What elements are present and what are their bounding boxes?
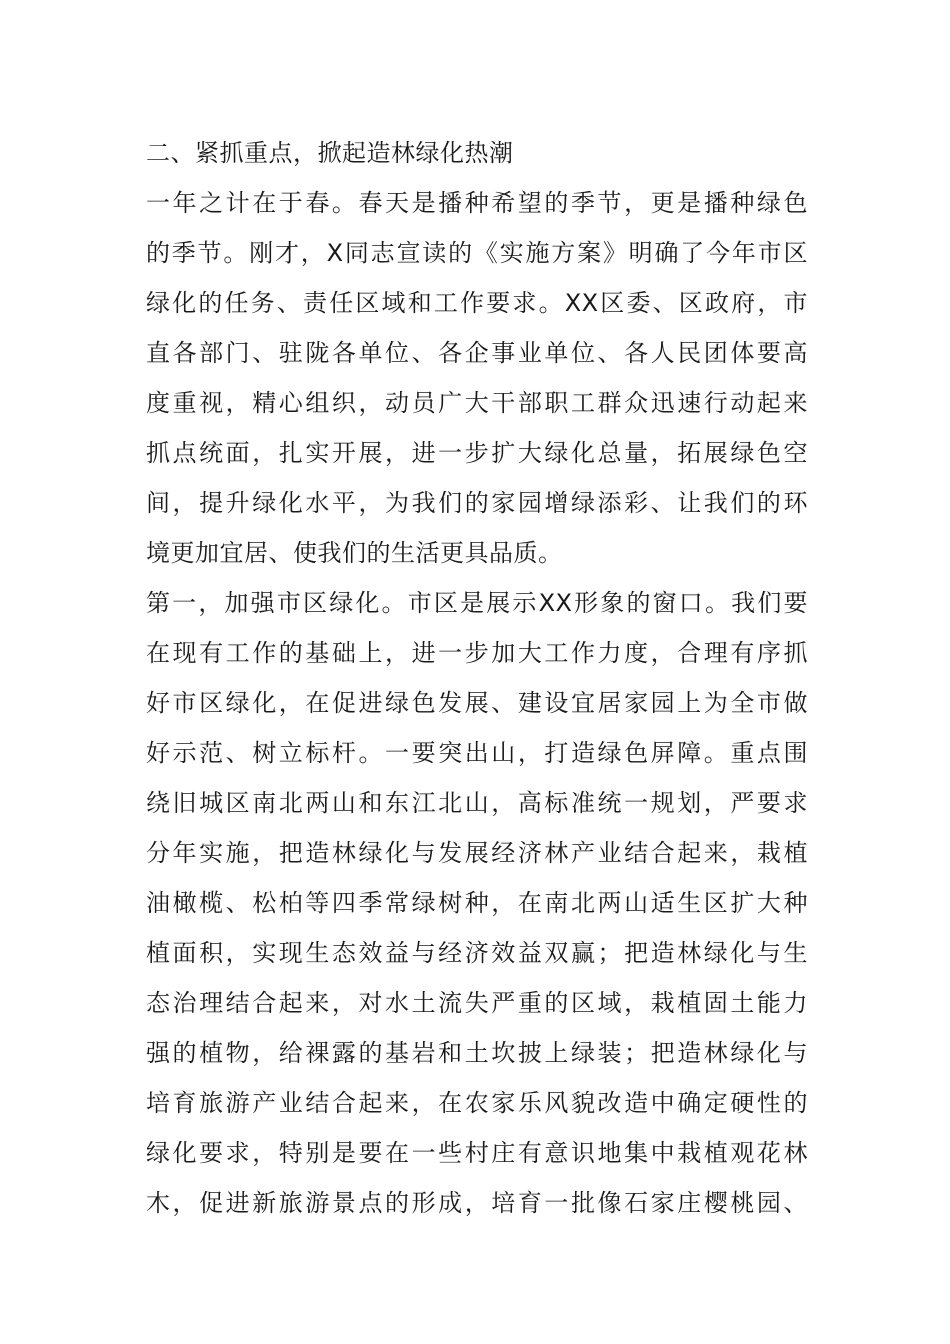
text-line: 强的植物，给裸露的基岩和土坎披上绿装；把造林绿化与 [146,1039,808,1067]
text-line: 好市区绿化，在促进绿色发展、建设宜居家园上为全市做 [146,689,808,717]
text-line: 培育旅游产业结合起来，在农家乐风貌改造中确定硬性的 [146,1089,808,1117]
text-line: 抓点统面，扎实开展，进一步扩大绿化总量，拓展绿色空 [146,439,808,467]
text-line: 直各部门、驻陇各单位、各企事业单位、各人民团体要高 [146,339,808,367]
text-line: 木，促进新旅游景点的形成，培育一批像石家庄樱桃园、 [146,1189,808,1217]
text-line: 境更加宜居、使我们的生活更具品质。 [146,539,563,567]
text-line: 好示范、树立标杆。一要突出山，打造绿色屏障。重点围 [146,739,808,767]
paragraph-2 [146,578,808,1228]
section-heading: 二、紧抓重点，掀起造林绿化热潮 [146,139,514,167]
text-line: 植面积，实现生态效益与经济效益双赢；把造林绿化与生 [146,939,808,967]
text-line: 在现有工作的基础上，进一步加大工作力度，合理有序抓 [146,639,808,667]
text-line: 第一，加强市区绿化。市区是展示XX形象的窗口。我们要 [146,589,808,617]
text-line: 绕旧城区南北两山和东江北山，高标准统一规划，严要求 [146,789,808,817]
text-line: 油橄榄、松柏等四季常绿树种，在南北两山适生区扩大种 [146,889,808,917]
text-line: 绿化要求，特别是要在一些村庄有意识地集中栽植观花林 [146,1139,808,1167]
document-body [146,128,808,1228]
text-line: 的季节。刚才，X同志宣读的《实施方案》明确了今年市区 [146,239,808,267]
text-line: 间，提升绿化水平，为我们的家园增绿添彩、让我们的环 [146,489,808,517]
paragraph-1 [146,178,808,578]
text-line: 度重视，精心组织，动员广大干部职工群众迅速行动起来 [146,389,808,417]
text-line: 态治理结合起来，对水土流失严重的区域，栽植固土能力 [146,989,808,1017]
text-line: 一年之计在于春。春天是播种希望的季节，更是播种绿色 [146,189,808,217]
text-line: 分年实施，把造林绿化与发展经济林产业结合起来，栽植 [146,839,808,867]
text-line: 绿化的任务、责任区域和工作要求。XX区委、区政府，市 [146,289,808,317]
